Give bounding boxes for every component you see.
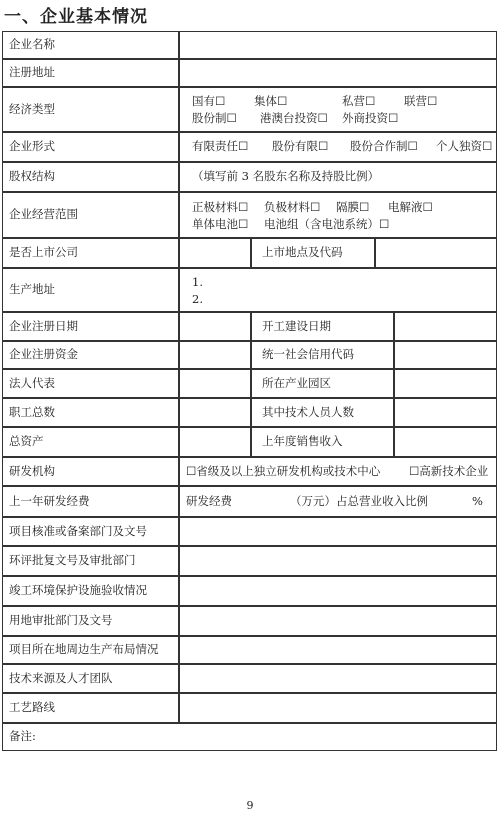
field-credit-code[interactable] xyxy=(394,341,497,369)
economy-options-line1 xyxy=(192,94,437,108)
field-production-address[interactable] xyxy=(179,268,497,312)
label-project-approval: 项目核准或备案部门及文号 xyxy=(2,517,179,546)
label-production-address: 生产地址 xyxy=(2,268,179,312)
label-equity-structure: 股权结构 xyxy=(2,162,179,192)
option-joint-stock-limited[interactable]: 股份有限☐ xyxy=(272,139,329,154)
option-limited-liability[interactable]: 有限责任☐ xyxy=(192,139,249,154)
field-technology-source[interactable] xyxy=(179,664,497,693)
option-hk-macau-taiwan[interactable]: 港澳台投资☐ xyxy=(260,111,328,125)
label-credit-code: 统一社会信用代码 xyxy=(251,341,394,369)
label-remarks: 备注: xyxy=(9,729,36,744)
label-technical-staff: 其中技术人员人数 xyxy=(251,398,394,427)
field-eia-approval[interactable] xyxy=(179,546,497,576)
option-state-owned[interactable]: 国有☐ xyxy=(192,94,226,108)
field-land-approval[interactable] xyxy=(179,606,497,636)
label-technology-source: 技术来源及人才团队 xyxy=(2,664,179,693)
field-registered-capital[interactable] xyxy=(179,341,251,369)
field-economy-type[interactable] xyxy=(179,87,497,132)
option-sole-proprietor[interactable]: 个人独资☐ xyxy=(436,139,493,154)
label-process-route: 工艺路线 xyxy=(2,693,179,723)
label-registered-address: 注册地址 xyxy=(2,59,179,87)
field-process-route[interactable] xyxy=(179,693,497,723)
field-legal-representative[interactable] xyxy=(179,369,251,398)
rd-cost-unit: （万元）占总营业收入比例 xyxy=(290,493,428,508)
field-industrial-park[interactable] xyxy=(394,369,497,398)
remarks-field[interactable] xyxy=(2,723,497,751)
label-legal-representative: 法人代表 xyxy=(2,369,179,398)
label-total-assets: 总资产 xyxy=(2,427,179,457)
page-number: 9 xyxy=(246,799,254,812)
field-surrounding-layout[interactable] xyxy=(179,636,497,664)
field-registration-date[interactable] xyxy=(179,312,251,341)
label-environmental-acceptance: 竣工环境保护设施验收情况 xyxy=(2,576,179,606)
option-foreign[interactable]: 外商投资☐ xyxy=(342,111,399,125)
option-separator[interactable]: 隔膜☐ xyxy=(336,199,370,214)
scope-options-line2 xyxy=(192,217,389,231)
label-industrial-park: 所在产业园区 xyxy=(251,369,394,398)
option-battery-pack[interactable]: 电池组（含电池系统）☐ xyxy=(264,216,390,231)
label-registration-date: 企业注册日期 xyxy=(2,312,179,341)
production-address-1: 1. xyxy=(192,274,203,289)
section-heading: 一、企业基本情况 xyxy=(4,7,148,27)
rd-cost-label: 研发经费 xyxy=(186,493,232,508)
option-cooperative[interactable]: 股份合作制☐ xyxy=(350,139,418,154)
field-listed-company[interactable] xyxy=(179,238,251,268)
field-business-scope[interactable] xyxy=(179,192,497,238)
field-environmental-acceptance[interactable] xyxy=(179,576,497,606)
label-land-approval: 用地审批部门及文号 xyxy=(2,606,179,636)
label-enterprise-form: 企业形式 xyxy=(2,132,179,162)
label-rd-expenditure: 上一年研发经费 xyxy=(2,486,179,517)
label-listed-company: 是否上市公司 xyxy=(2,238,179,268)
scope-options-line1 xyxy=(192,200,433,214)
field-listing-place[interactable] xyxy=(375,238,497,268)
option-provincial-rd-center[interactable]: ☐省级及以上独立研发机构或技术中心 xyxy=(186,463,381,478)
label-eia-approval: 环评批复文号及审批部门 xyxy=(2,546,179,576)
field-last-year-sales[interactable] xyxy=(394,427,497,457)
label-total-staff: 职工总数 xyxy=(2,398,179,427)
label-last-year-sales: 上年度销售收入 xyxy=(251,427,394,457)
label-listing-place: 上市地点及代码 xyxy=(251,238,375,268)
label-registered-capital: 企业注册资金 xyxy=(2,341,179,369)
option-cathode[interactable]: 正极材料☐ xyxy=(192,199,249,214)
option-collective[interactable]: 集体☐ xyxy=(254,94,288,108)
field-rd-expenditure[interactable] xyxy=(179,486,497,517)
economy-options-line2 xyxy=(192,111,398,125)
rd-cost-percent: % xyxy=(472,493,483,508)
field-registered-address[interactable] xyxy=(179,59,497,87)
option-joint[interactable]: 联营☐ xyxy=(404,94,438,108)
field-technical-staff[interactable] xyxy=(394,398,497,427)
field-equity-structure[interactable] xyxy=(179,162,497,192)
field-company-name[interactable] xyxy=(179,31,497,59)
field-rd-organization[interactable] xyxy=(179,457,497,486)
field-project-approval[interactable] xyxy=(179,517,497,546)
field-construction-start-date[interactable] xyxy=(394,312,497,341)
option-electrolyte[interactable]: 电解液☐ xyxy=(388,199,433,214)
label-business-scope: 企业经营范围 xyxy=(2,192,179,238)
option-anode[interactable]: 负极材料☐ xyxy=(264,199,321,214)
option-cell[interactable]: 单体电池☐ xyxy=(192,216,249,231)
label-rd-organization: 研发机构 xyxy=(2,457,179,486)
production-address-2: 2. xyxy=(192,291,203,306)
label-construction-start-date: 开工建设日期 xyxy=(251,312,394,341)
equity-hint: （填写前 3 名股东名称及持股比例） xyxy=(192,169,380,184)
label-company-name: 企业名称 xyxy=(2,31,179,59)
option-private[interactable]: 私营☐ xyxy=(342,94,376,108)
label-surrounding-layout: 项目所在地周边生产布局情况 xyxy=(2,636,179,664)
field-enterprise-form[interactable] xyxy=(179,132,497,162)
option-high-tech-enterprise[interactable]: ☐高新技术企业 xyxy=(409,463,489,478)
field-total-assets[interactable] xyxy=(179,427,251,457)
label-economy-type: 经济类型 xyxy=(2,87,179,132)
option-joint-stock[interactable]: 股份制☐ xyxy=(192,111,237,125)
field-total-staff[interactable] xyxy=(179,398,251,427)
